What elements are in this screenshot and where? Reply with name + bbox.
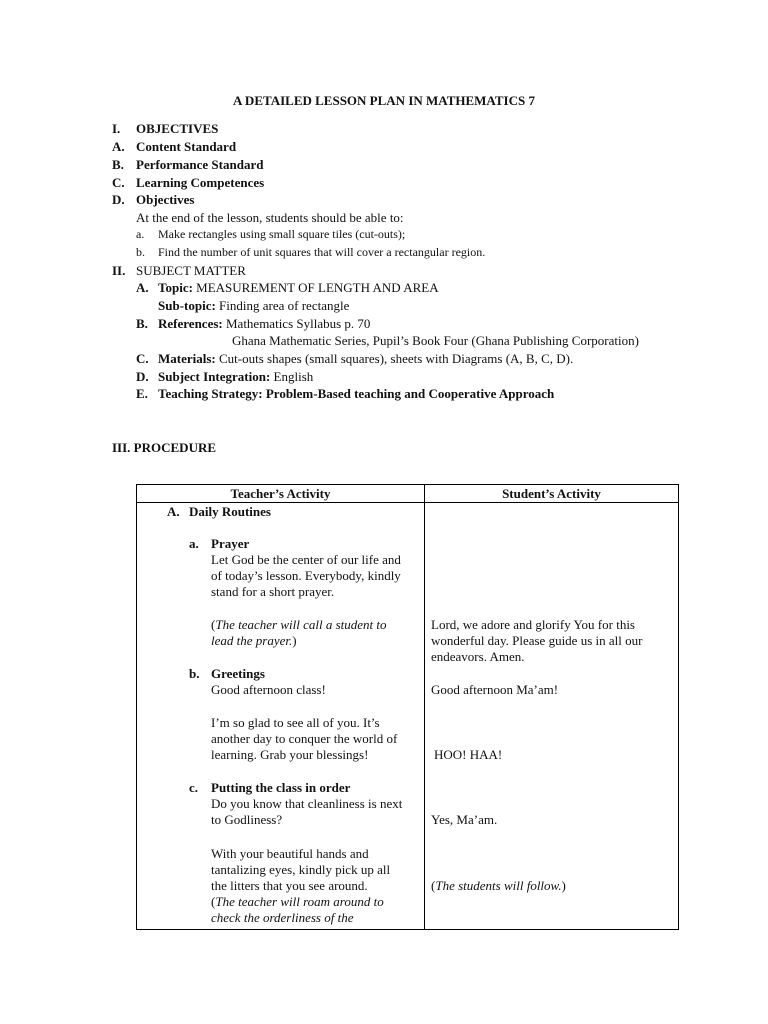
section-heading: SUBJECT MATTER — [136, 263, 246, 278]
objective-item — [112, 191, 194, 208]
table-header-row — [137, 485, 679, 503]
student-activity-cell — [425, 503, 679, 930]
glad-text-line: I’m so glad to see all of you. It’s — [211, 715, 380, 730]
item-letter: B. — [136, 316, 148, 331]
student-greeting: Good afternoon Ma’am! — [431, 682, 559, 697]
note-text: The teacher will roam around to — [215, 894, 384, 909]
note-text: The students will follow. — [435, 878, 562, 893]
roam-note: check the orderliness of the — [211, 910, 354, 925]
item-label: Objectives — [136, 192, 195, 207]
item-letter: a. — [189, 536, 199, 551]
section-heading: OBJECTIVES — [136, 121, 219, 136]
teacher-activity-header: Teacher’s Activity — [137, 485, 425, 503]
subtopic-label: Sub-topic: — [158, 298, 216, 313]
materials-value: Cut-outs shapes (small squares), sheets with Diagrams (A, B, C, D). — [219, 351, 574, 366]
glad-text-line: learning. Grab your blessings! — [211, 747, 369, 762]
item-letter: D. — [136, 369, 149, 384]
section-number: I. — [112, 121, 121, 136]
item-label: Putting the class in order — [211, 780, 351, 795]
objectives-intro: At the end of the lesson, students should be able to: — [136, 210, 404, 225]
integration-line — [136, 368, 313, 385]
objective-subitem — [136, 244, 485, 261]
order-heading — [189, 780, 350, 796]
note-text: The teacher will call a student to — [215, 617, 387, 632]
order-text-line: Do you know that cleanliness is next — [211, 796, 403, 811]
prayer-note: lead the prayer.) — [211, 633, 297, 648]
prayer-text-line: Let God be the center of our life and — [211, 552, 401, 567]
table-row — [137, 503, 679, 930]
student-yes: Yes, Ma’am. — [431, 812, 498, 827]
subitem-text: Make rectangles using small square tiles (cut-outs); — [158, 227, 406, 241]
objective-subitem — [136, 226, 405, 243]
materials-line — [136, 350, 573, 367]
roam-note: (The teacher will roam around to — [211, 894, 384, 909]
item-letter: E. — [136, 386, 148, 401]
integration-value: English — [273, 369, 314, 384]
student-cheer: HOO! HAA! — [434, 747, 503, 762]
student-prayer-line: wonderful day. Please guide us in all our — [431, 633, 643, 648]
litter-text-line: With your beautiful hands and — [211, 846, 369, 861]
procedure-table — [136, 484, 679, 930]
prayer-text-line: of today’s lesson. Everybody, kindly — [211, 568, 401, 583]
prayer-heading — [189, 536, 249, 552]
item-letter: A. — [136, 280, 149, 295]
greetings-text: Good afternoon class! — [211, 682, 326, 697]
item-label: Performance Standard — [136, 157, 264, 172]
subitem-text: Find the number of unit squares that will cover a rectangular region. — [158, 245, 486, 259]
item-letter: D. — [112, 192, 125, 207]
section-subject-matter — [112, 262, 246, 279]
litter-text-line: the litters that you see around. — [211, 878, 368, 893]
section-objectives — [112, 120, 218, 137]
item-letter: C. — [112, 175, 125, 190]
topic-label: Topic: — [158, 280, 193, 295]
document-title: A DETAILED LESSON PLAN IN MATHEMATICS 7 — [233, 93, 535, 108]
student-prayer-line: Lord, we adore and glorify You for this — [431, 617, 635, 632]
topic-value: MEASUREMENT OF LENGTH AND AREA — [196, 280, 439, 295]
item-letter: A. — [167, 504, 180, 519]
subitem-letter: a. — [136, 227, 145, 241]
references-line — [136, 315, 370, 332]
prayer-text-line: stand for a short prayer. — [211, 584, 335, 599]
greetings-heading — [189, 666, 265, 682]
references-label: References: — [158, 316, 223, 331]
section-procedure-heading: III. PROCEDURE — [112, 440, 217, 455]
subtopic-value: Finding area of rectangle — [219, 298, 350, 313]
references-value: Mathematics Syllabus p. 70 — [225, 316, 371, 331]
item-letter: C. — [136, 351, 149, 366]
prayer-note: (The teacher will call a student to — [211, 617, 387, 632]
item-letter: B. — [112, 157, 124, 172]
section-number: II. — [112, 263, 126, 278]
teacher-activity-cell — [137, 503, 425, 930]
materials-label: Materials: — [158, 351, 216, 366]
daily-routines-heading — [167, 504, 271, 520]
note-text: lead the prayer. — [211, 633, 293, 648]
glad-text-line: another day to conquer the world of — [211, 731, 398, 746]
strategy-line — [136, 385, 554, 402]
integration-label: Subject Integration: — [158, 369, 271, 384]
item-label: Daily Routines — [189, 504, 271, 519]
item-label: Content Standard — [136, 139, 237, 154]
subtopic-line — [158, 297, 349, 314]
item-letter: c. — [189, 780, 199, 795]
item-label: Prayer — [211, 536, 250, 551]
strategy-label: Teaching Strategy: Problem-Based teaching and Cooperative Approach — [158, 386, 555, 401]
order-text-line: to Godliness? — [211, 812, 283, 827]
student-prayer-line: endeavors. Amen. — [431, 649, 525, 664]
objective-item — [112, 156, 263, 173]
student-activity-header: Student’s Activity — [425, 485, 679, 503]
objective-item — [112, 138, 236, 155]
student-follow: (The students will follow.) — [431, 878, 566, 893]
item-label: Learning Competences — [136, 175, 265, 190]
topic-line — [136, 279, 439, 296]
item-letter: b. — [189, 666, 200, 681]
subitem-letter: b. — [136, 245, 145, 259]
item-letter: A. — [112, 139, 125, 154]
references-value-2: Ghana Mathematic Series, Pupil’s Book Four (Ghana Publishing Corporation) — [232, 333, 639, 348]
objective-item — [112, 174, 264, 191]
item-label: Greetings — [211, 666, 265, 681]
litter-text-line: tantalizing eyes, kindly pick up all — [211, 862, 391, 877]
